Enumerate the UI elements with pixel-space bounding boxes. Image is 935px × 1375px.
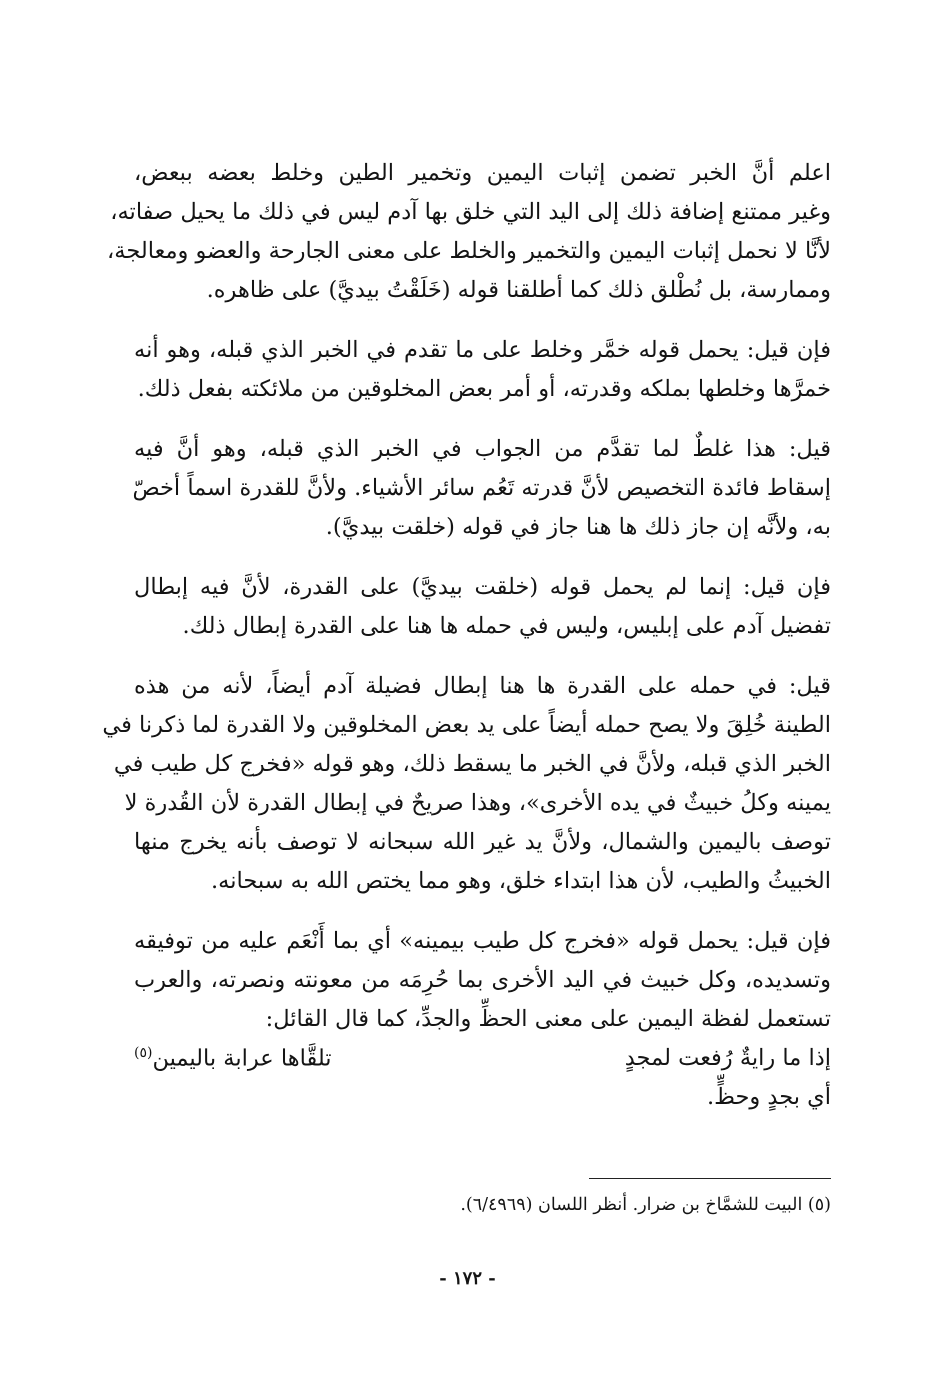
body-line: لأنَّا لا نحمل إثبات اليمين والتخمير والخلط على معنى الجارحة والعضو ومعالجة، [107,238,831,264]
body-line: خمرَّها وخلطها بملكه وقدرته، أو أمر بعض المخلوقين من ملائكته بفعل ذلك. [137,376,831,402]
body-line: إسقاط فائدة التخصيص لأنَّ قدرته تَعُم سائر الأشياء. ولأنَّ للقدرة اسماً أخصّ [132,475,831,501]
body-line: يمينه وكلُ خبيثٌ في يده الأخرى»، وهذا صريحٌ في إبطال القدرة لأن القُدرة لا [124,790,831,816]
verse-second-hemistich [134,1045,332,1072]
body-line: الخبيثُ والطيب، لأن هذا ابتداء خلق، وهو مما يختص الله به سبحانه. [210,868,831,894]
verse-first-hemistich: إذا ما رايةٌ رُفعت لمجدٍ [624,1045,831,1071]
body-line: اعلم أنَّ الخبر تضمن إثبات اليمين وتخمير الطين وخلط بعضه ببعض، [134,160,831,186]
body-line: قيل: في حمله على القدرة ها هنا إبطال فضيلة آدم أيضاً، لأنه من هذه [134,673,831,699]
footnote-marker: (٥) [134,1045,153,1061]
body-line: فإن قيل: إنما لم يحمل قوله (خلقت بيديَّ) على القدرة، لأنَّ فيه إبطال [134,574,831,600]
body-line: فإن قيل: يحمل قوله «فخرج كل طيب بيمينه» أي بما أَنْعَم عليه من توفيقه [134,928,831,954]
body-line: تفضيل آدم على إبليس، وليس في حمله ها هنا على القدرة إبطال ذلك. [182,613,831,639]
body-line: تستعمل لفظة اليمين على معنى الحظِّ والجدِّ، كما قال القائل: [265,1006,831,1032]
body-line: وغير ممتنع إضافة ذلك إلى اليد التي خلق بها آدم ليس في ذلك ما يحيل صفاته، [110,199,831,225]
body-line: وممارسة، بل نُطْلق ذلك كما أطلقنا قوله (خَلَقْتُ بيديَّ) على ظاهره. [206,277,831,303]
after-verse-line: أي بجدٍ وحظٍّ. [706,1084,831,1110]
body-line: قيل: هذا غلطٌ لما تقدَّم من الجواب في الخبر الذي قبله، وهو أنَّ فيه [134,436,831,462]
verse-second-hemistich-text: تلقَّاها عرابة باليمين [152,1045,332,1072]
body-line: فإن قيل: يحمل قوله خمَّر وخلط على ما تقدم في الخبر الذي قبله، وهو أنه [134,337,831,363]
body-line: توصف باليمين والشمال، ولأنَّ يد غير الله سبحانه لا توصف بأنه يخرج منها [134,829,831,855]
footnote: (٥) البيت للشمَّاخ بن ضرار. أنظر اللسان (٦/٤٩٦٩). [460,1195,831,1215]
body-line: الخبر الذي قبله، ولأنَّ في الخبر ما يسقط ذلك، وهو قوله «فخرج كل طيب في [113,751,831,777]
page-number: - ١٧٢ - [439,1268,496,1289]
body-line: الطينة خُلِقَ ولا يصح حمله أيضاً على يد بعض المخلوقين ولا القدرة لما ذكرنا في [102,712,831,738]
body-line: به، ولأنَّه إن جاز ذلك ها هنا جاز في قوله (خلقت بيديَّ). [325,514,831,540]
body-line: وتسديده، وكل خبيث في اليد الأخرى بما حُرِمَه من معونته ونصرته، والعرب [134,967,831,993]
footnote-divider [589,1178,831,1179]
